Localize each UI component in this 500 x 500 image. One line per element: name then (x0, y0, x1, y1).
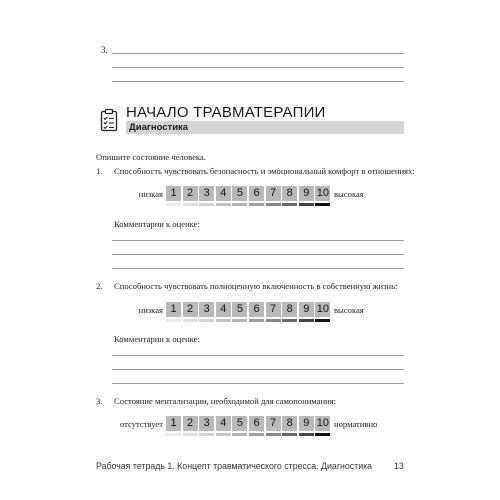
scale-shade-bar (232, 433, 247, 436)
question-number: 1. (96, 166, 103, 176)
scale-option-2[interactable]: 2 (183, 302, 198, 317)
scale-high-label: высокая (334, 305, 364, 315)
scale-option-4[interactable]: 4 (216, 186, 231, 201)
scale-option-10[interactable]: 10 (316, 187, 330, 199)
scale-high-label: нормативно (334, 419, 378, 429)
question-text: Способность чувствовать безопасность и эмоциональный комфорт в отношениях: (114, 166, 415, 176)
question-number: 2. (96, 281, 103, 291)
scale-shade-bar (299, 203, 314, 206)
scale-option-10[interactable]: 10 (316, 303, 330, 315)
scale-low-label: низкая (138, 189, 163, 199)
scale-shade-bar (232, 319, 247, 322)
scale-option-5[interactable]: 5 (232, 186, 247, 201)
answer-line (112, 81, 404, 82)
comment-line (112, 254, 404, 255)
scale-option-8[interactable]: 8 (282, 416, 297, 431)
scale-option-3[interactable]: 3 (199, 416, 214, 431)
scale-shade-bar (299, 433, 314, 436)
scale-shade-bar (282, 319, 297, 322)
scale-option-2[interactable]: 2 (183, 416, 198, 431)
scale-option-7[interactable]: 7 (266, 416, 281, 431)
scale-shade-bar (199, 433, 214, 436)
scale-shade-bar (166, 319, 181, 322)
footer-text: Рабочая тетрадь 1. Концепт травматического стресса. Диагностика (96, 461, 373, 471)
item-number: 3. (101, 45, 108, 55)
scale-high-label: высокая (334, 189, 364, 199)
scale-shade-bar (282, 433, 297, 436)
scale-option-9[interactable]: 9 (299, 186, 314, 201)
scale-option-4[interactable]: 4 (216, 416, 231, 431)
scale-shade-bar (249, 203, 264, 206)
scale-shade-bar (183, 433, 198, 436)
question-text: Состояние ментализации, необходимой для самопонимания: (114, 396, 337, 406)
scale-shade-bar (266, 433, 281, 436)
scale-option-6[interactable]: 6 (249, 186, 264, 201)
scale-shade-bar (282, 203, 297, 206)
scale-shade-bar (216, 203, 231, 206)
scale-option-9[interactable]: 9 (299, 416, 314, 431)
scale-shade-bar (249, 319, 264, 322)
scale-option-1[interactable]: 1 (166, 416, 181, 431)
section-title: НАЧАЛО ТРАВМАТЕРАПИИ (126, 104, 326, 121)
scale-option-10[interactable]: 10 (316, 417, 330, 429)
question-number: 3. (96, 396, 103, 406)
scale-shade-bar (315, 433, 330, 436)
comment-line (112, 355, 404, 356)
scale-shade-bar (266, 203, 281, 206)
comment-line (112, 268, 404, 269)
scale-option-3[interactable]: 3 (199, 302, 214, 317)
comment-label: Комментарии к оценке: (114, 334, 200, 344)
scale-shade-bar (183, 203, 198, 206)
scale-shade-bar (249, 433, 264, 436)
scale-shade-bar (216, 433, 231, 436)
scale-option-5[interactable]: 5 (232, 302, 247, 317)
scale-option-5[interactable]: 5 (232, 416, 247, 431)
scale-option-4[interactable]: 4 (216, 302, 231, 317)
scale-low-label: низкая (138, 305, 163, 315)
comment-label: Комментарии к оценке: (114, 219, 200, 229)
scale-shade-bar (166, 433, 181, 436)
scale-low-label: отсутствует (120, 419, 163, 429)
scale-option-8[interactable]: 8 (282, 302, 297, 317)
comment-line (112, 369, 404, 370)
scale-shade-bar (166, 203, 181, 206)
scale-option-7[interactable]: 7 (266, 302, 281, 317)
scale-shade-bar (232, 203, 247, 206)
intro-text: Опишите состояние человека. (96, 152, 206, 162)
scale-option-9[interactable]: 9 (299, 302, 314, 317)
scale-shade-bar (299, 319, 314, 322)
checklist-icon (99, 108, 119, 132)
comment-line (112, 240, 404, 241)
scale-option-1[interactable]: 1 (166, 302, 181, 317)
section-subtitle: Диагностика (129, 122, 189, 133)
scale-option-1[interactable]: 1 (166, 186, 181, 201)
scale-option-8[interactable]: 8 (282, 186, 297, 201)
question-text: Способность чувствовать полноценную включенность в собственную жизнь: (114, 281, 398, 291)
scale-shade-bar (199, 319, 214, 322)
answer-line (112, 53, 404, 54)
scale-option-6[interactable]: 6 (249, 302, 264, 317)
scale-shade-bar (216, 319, 231, 322)
scale-option-2[interactable]: 2 (183, 186, 198, 201)
answer-line (112, 67, 404, 68)
page-number: 13 (394, 461, 404, 471)
scale-shade-bar (315, 203, 330, 206)
scale-shade-bar (266, 319, 281, 322)
scale-shade-bar (199, 203, 214, 206)
comment-line (112, 383, 404, 384)
scale-option-3[interactable]: 3 (199, 186, 214, 201)
scale-shade-bar (183, 319, 198, 322)
scale-shade-bar (315, 319, 330, 322)
scale-option-6[interactable]: 6 (249, 416, 264, 431)
scale-option-7[interactable]: 7 (266, 186, 281, 201)
